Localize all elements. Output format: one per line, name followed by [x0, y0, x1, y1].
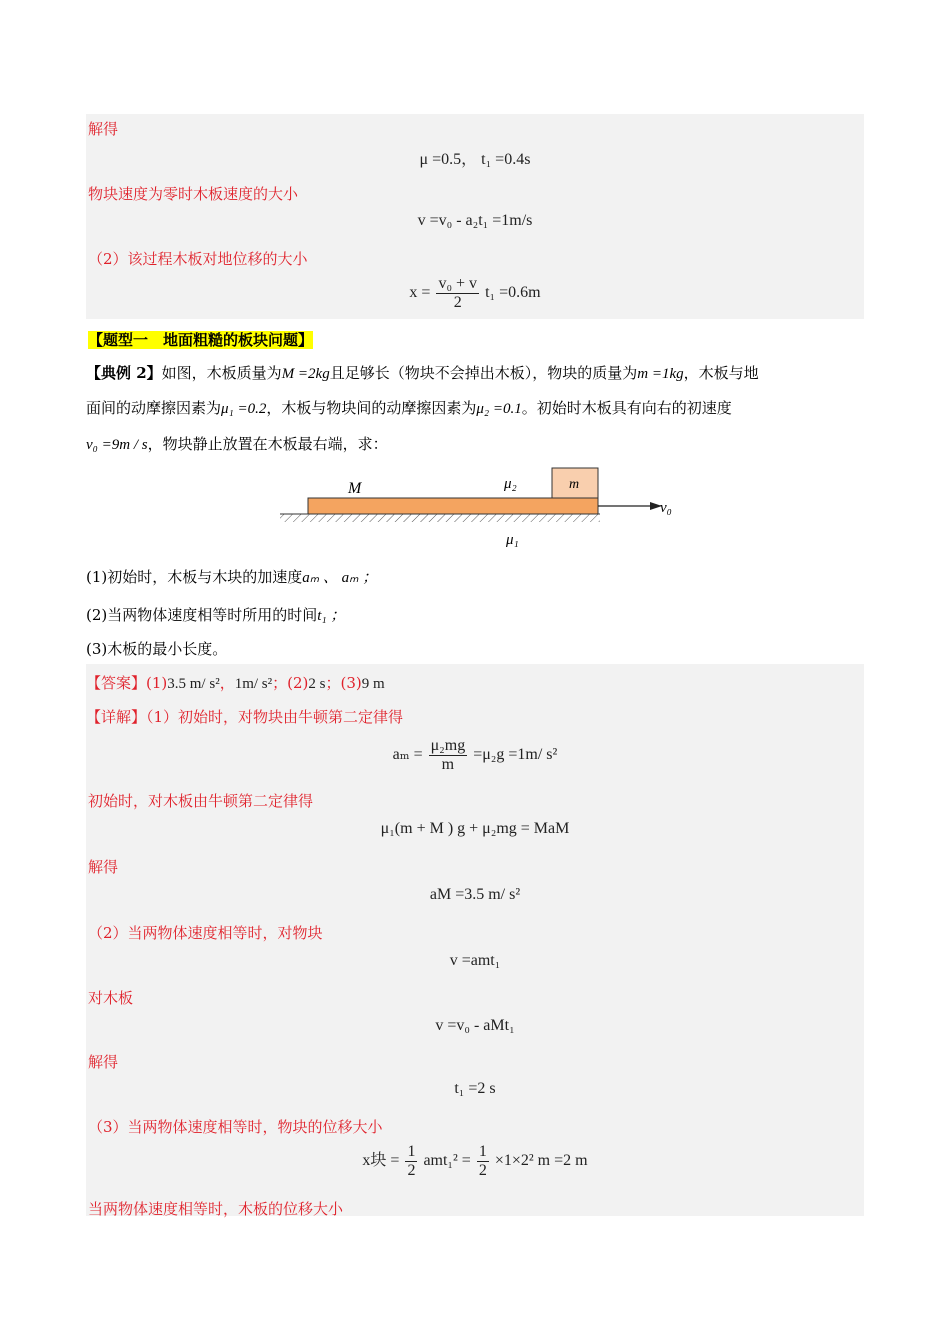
detail-line-4: （2）当两物体速度相等时，对物块: [88, 924, 323, 942]
label-mu1: μ₁: [506, 532, 519, 548]
fraction: [436, 275, 479, 312]
equation-suffix: =μ₂g =1m/ s²: [473, 746, 558, 764]
board-block-diagram: [270, 460, 690, 555]
answer-value-1: 3.5 m/ s²: [167, 676, 220, 692]
section-title-text: 【题型一 地面粗糙的板块问题】: [88, 331, 314, 349]
equation-board-newton: [86, 820, 864, 838]
equation-text: v =v₀ - aMt₁: [435, 1017, 515, 1034]
equation-text: v =v₀ - a₂t₁ =1m/s: [417, 212, 533, 229]
text: 且足够长（物块不会掉出木板），物块的质量为: [329, 364, 638, 382]
answer-sep: ，: [219, 674, 235, 692]
equation-prefix: x块 =: [362, 1152, 400, 1170]
label-m: m: [569, 477, 580, 492]
equation-suffix: t₁ =0.6m: [485, 284, 541, 302]
equation-t1: [86, 1080, 864, 1098]
text: 。初始时木板具有向右的初速度: [521, 399, 732, 417]
step-label-jiede: 解得: [88, 120, 119, 138]
equation-text: μ =0.5， t₁ =0.4s: [419, 151, 531, 168]
mass-block: m =1kg: [637, 366, 684, 382]
detail-line-6: 解得: [88, 1053, 119, 1071]
equation-mu-t1: [86, 146, 864, 169]
equation-v-board: [86, 1017, 864, 1035]
detail-line-1: [86, 706, 403, 727]
board: [308, 498, 598, 514]
equation-am: [86, 737, 864, 774]
answer-value-3: 2 s: [308, 676, 326, 692]
text: 面间的动摩擦因素为: [86, 399, 222, 417]
equation-middle: amt₁² =: [423, 1152, 471, 1170]
equation-text: μ₁(m + M ) g + μ₂mg = MaM: [380, 820, 570, 837]
denominator: m: [441, 756, 455, 773]
text: ，木板与地: [683, 364, 759, 382]
question-3: [86, 638, 227, 659]
ground-hatching: [280, 514, 600, 522]
fraction-half: [405, 1143, 417, 1180]
answer-tag: 【答案】: [86, 674, 147, 692]
question-text: (2)当两物体速度相等时所用的时间: [86, 606, 318, 624]
answer-part: ；(3): [325, 674, 362, 692]
question-vars: aₘ 、 aₘ ；: [302, 570, 378, 586]
step-label-question-2: （2）该过程木板对地位移的大小: [88, 250, 308, 268]
numerator: 1: [478, 1143, 487, 1160]
equation-suffix: ×1×2² m =2 m: [494, 1152, 588, 1170]
problem-line-2: [86, 397, 732, 418]
numerator: v₀ + v: [438, 275, 478, 292]
text: ，木板与物块间的动摩擦因素为: [266, 399, 477, 417]
fraction-half: [477, 1143, 489, 1180]
answer-part: ；(2): [272, 674, 309, 692]
equation-x: [86, 275, 864, 312]
denominator: 2: [407, 1162, 416, 1179]
answer-part: (1): [146, 674, 168, 692]
label-mu2: μ₂: [504, 476, 517, 492]
detail-line-2: 初始时，对木板由牛顿第二定律得: [88, 792, 314, 810]
denominator: 2: [453, 294, 462, 311]
fraction: [429, 737, 468, 774]
detail-tag: 【详解】: [86, 708, 147, 726]
example-tag: 【典例 2】: [86, 364, 162, 382]
detail-text: （1）初始时，对物块由牛顿第二定律得: [146, 708, 404, 726]
detail-line-3: 解得: [88, 858, 119, 876]
answer-line: [86, 672, 385, 693]
equation-text: t₁ =2 s: [454, 1080, 496, 1097]
label-v0: v₀: [660, 500, 672, 516]
equation-text: v =amt₁: [449, 952, 501, 969]
denominator: 2: [478, 1162, 487, 1179]
equation-text: aM =3.5 m/ s²: [429, 886, 521, 903]
mu2-value: μ₂ =0.1: [476, 401, 522, 417]
question-1: [86, 566, 377, 587]
numerator: μ₂mg: [430, 737, 466, 754]
equation-x-block: [86, 1143, 864, 1180]
detail-line-8: 当两物体速度相等时，木板的位移大小: [88, 1200, 344, 1218]
detail-line-7: （3）当两物体速度相等时，物块的位移大小: [88, 1118, 383, 1136]
problem-line-3: [86, 433, 388, 454]
equation-v: [86, 212, 864, 230]
step-label-board-speed: 物块速度为零时木板速度的大小: [88, 185, 299, 203]
answer-value-2: 1m/ s²: [234, 676, 273, 692]
detail-line-5: 对木板: [88, 989, 134, 1007]
question-text: (1)初始时，木板与木块的加速度: [86, 568, 303, 586]
section-title: [88, 329, 313, 350]
equation-aM: [86, 886, 864, 904]
text: ，物块静止放置在木板最右端，求：: [147, 435, 388, 453]
numerator: 1: [407, 1143, 416, 1160]
question-text: (3)木板的最小长度。: [86, 640, 228, 658]
problem-line-1: [86, 362, 759, 383]
mu1-value: μ₁ =0.2: [221, 401, 267, 417]
question-2: [86, 604, 345, 625]
label-M: M: [348, 480, 362, 497]
question-vars: t₁ ；: [317, 608, 346, 624]
mass-board: M =2kg: [281, 366, 330, 382]
equation-v-block: [86, 952, 864, 970]
answer-value-4: 9 m: [361, 676, 385, 692]
v0-value: v₀ =9m / s: [86, 437, 148, 453]
text: 如图，木板质量为: [161, 364, 282, 382]
equation-prefix: aₘ =: [392, 746, 423, 764]
equation-prefix: x =: [409, 284, 431, 302]
